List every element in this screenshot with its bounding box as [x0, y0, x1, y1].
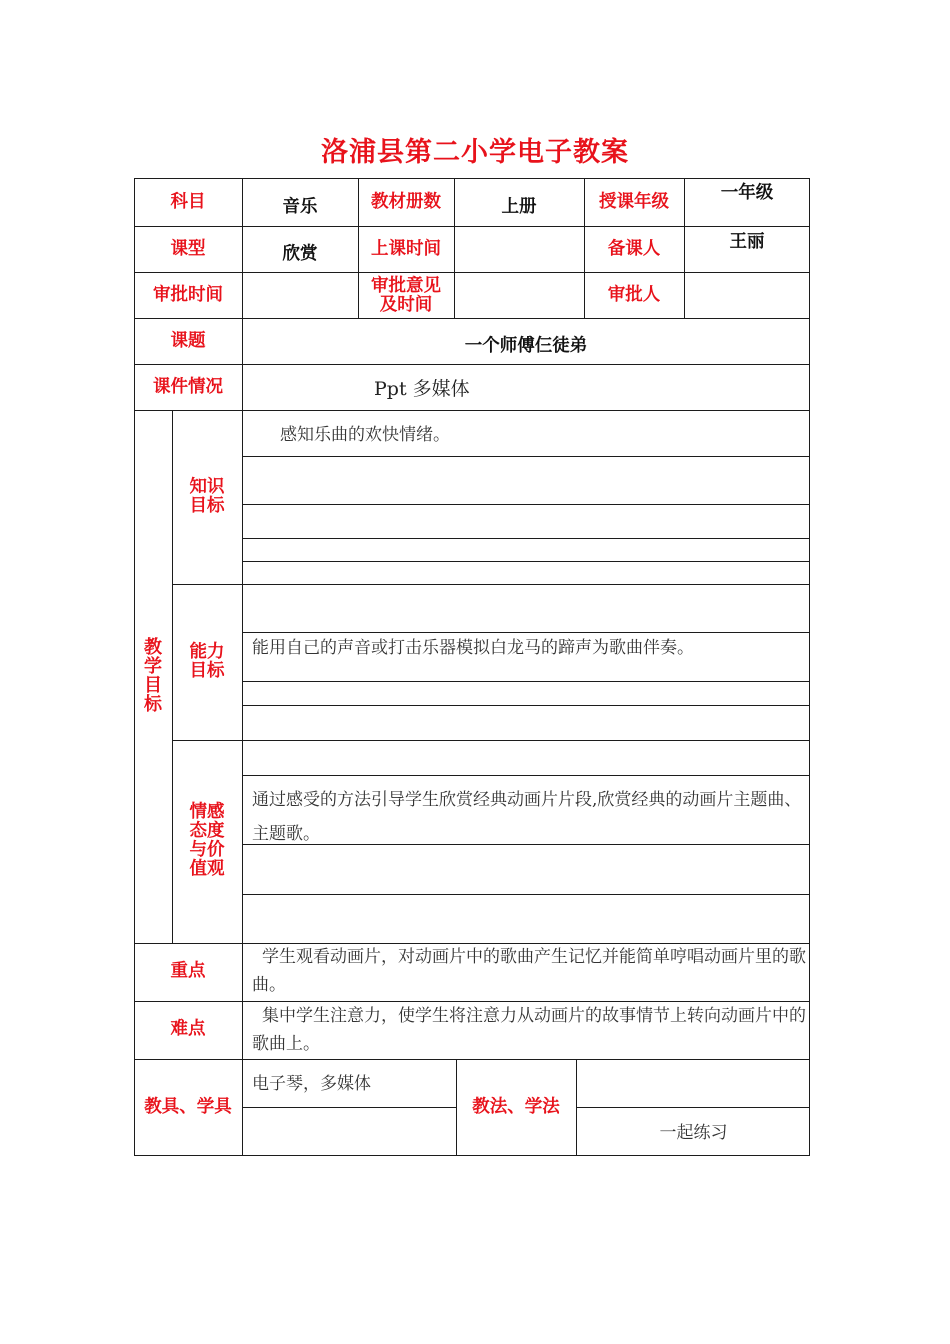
grade-value: 一年级 [720, 183, 774, 203]
rule [242, 775, 810, 776]
rule [242, 538, 810, 539]
emotion-label: 情感态度与价值观 [189, 802, 225, 879]
approval-time-label: 审批时间 [153, 285, 223, 305]
document-title: 洛浦县第二小学电子教案 [321, 137, 629, 168]
rule [134, 272, 810, 273]
rule [172, 740, 810, 741]
courseware-value: Ppt 多媒体 [374, 378, 470, 400]
type-label: 课型 [170, 239, 206, 259]
rule [242, 178, 243, 1156]
rule [242, 681, 810, 682]
rule [134, 410, 810, 411]
rule [242, 1107, 457, 1108]
courseware-label: 课件情况 [153, 377, 223, 397]
rule [242, 561, 810, 562]
subject-label: 科目 [170, 192, 206, 212]
rule [577, 1107, 810, 1108]
emotion-text: 通过感受的方法引导学生欣赏经典动画片片段,欣赏经典的动画片主题曲、主题歌。 [252, 790, 802, 844]
tools-label: 教具、学具 [144, 1097, 232, 1117]
rule [242, 456, 810, 457]
rule [172, 584, 810, 585]
lesson-plan-table [134, 178, 810, 1158]
rule [134, 178, 135, 1156]
preparer-label: 备课人 [607, 239, 661, 259]
objectives-label: 教学目标 [144, 637, 162, 715]
topic-value: 一个师傅仨徒弟 [464, 336, 588, 356]
rule [172, 410, 173, 943]
key-point-text: 学生观看动画片，对动画片中的歌曲产生记忆并能简单哼唱动画片里的歌曲。 [252, 947, 806, 995]
difficulty-label: 难点 [170, 1019, 206, 1039]
textbook-label: 教材册数 [371, 192, 441, 212]
rule [134, 318, 810, 319]
preparer-value: 王丽 [729, 232, 765, 252]
approval-opinion-label: 审批意见及时间 [371, 276, 441, 315]
ability-text: 能用自己的声音或打击乐器模拟白龙马的蹄声为歌曲伴奏。 [252, 638, 694, 658]
class-time-label: 上课时间 [371, 239, 441, 259]
rule [134, 1059, 810, 1060]
rule [242, 705, 810, 706]
tools-value: 电子琴，多媒体 [252, 1074, 371, 1094]
grade-label: 授课年级 [599, 192, 669, 212]
difficulty-text: 集中学生注意力，使学生将注意力从动画片的故事情节上转向动画片中的歌曲上。 [252, 1006, 806, 1054]
knowledge-label: 知识目标 [189, 477, 225, 516]
topic-label: 课题 [170, 331, 206, 351]
type-value: 欣赏 [282, 244, 318, 264]
knowledge-text: 感知乐曲的欢快情绪。 [280, 425, 450, 445]
rule [134, 1155, 810, 1156]
ability-label: 能力目标 [189, 642, 225, 681]
rule [134, 226, 810, 227]
textbook-value: 上册 [501, 197, 537, 217]
subject-value: 音乐 [282, 197, 318, 217]
rule [242, 894, 810, 895]
rule [809, 178, 810, 1156]
methods-value: 一起练习 [659, 1123, 728, 1143]
rule [242, 504, 810, 505]
rule [134, 364, 810, 365]
approver-label: 审批人 [607, 285, 661, 305]
methods-label: 教法、学法 [472, 1097, 560, 1117]
key-point-label: 重点 [170, 961, 206, 981]
